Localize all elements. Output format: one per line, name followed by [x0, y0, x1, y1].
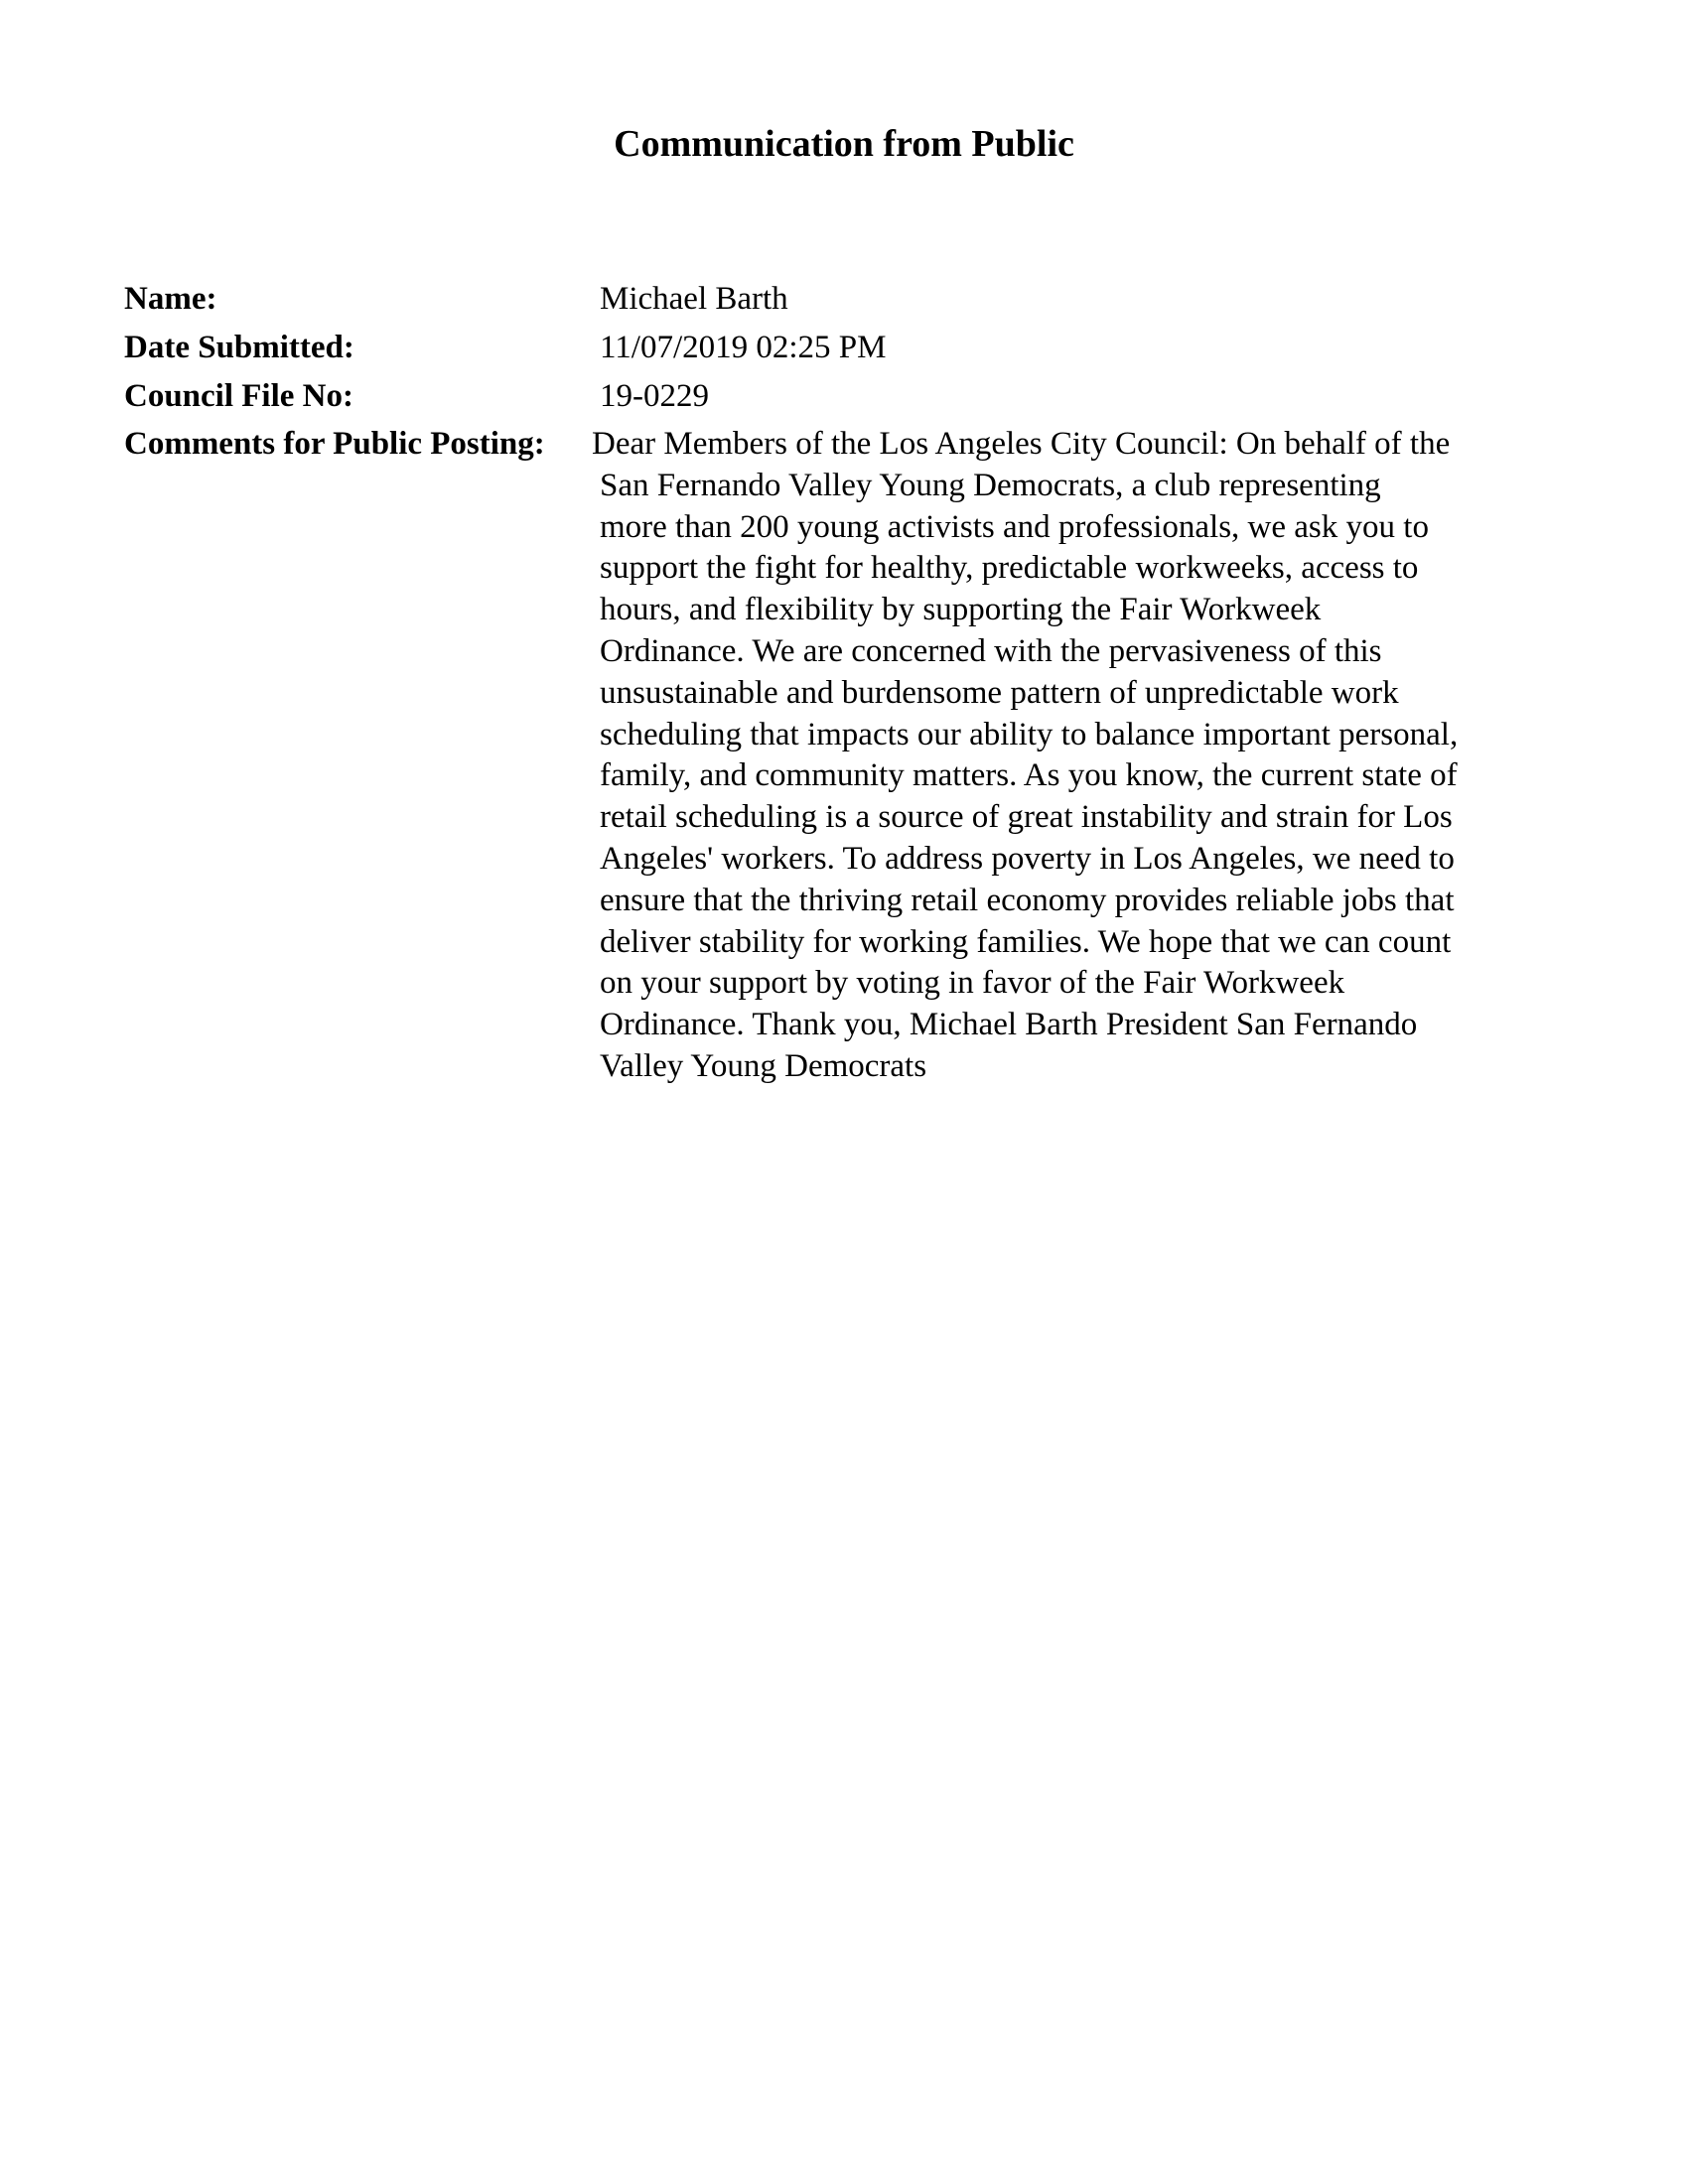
page-title: Communication from Public — [614, 123, 1074, 165]
comment-line: scheduling that impacts our ability to balance important personal, — [600, 716, 1459, 752]
council-file-value: 19-0229 — [600, 378, 709, 414]
field-row-comments — [124, 424, 1554, 1088]
comment-line: hours, and flexibility by supporting the Fair Workweek — [600, 592, 1322, 628]
field-row-name — [124, 278, 1554, 320]
comment-line: deliver stability for working families. We hope that we can count — [600, 923, 1452, 960]
date-submitted-label: Date Submitted: — [124, 330, 354, 365]
submission-fields — [124, 278, 1554, 1088]
comment-line: support the fight for healthy, predictable workweeks, access to — [600, 550, 1419, 587]
field-row-date-submitted — [124, 327, 1554, 368]
comment-line: Angeles' workers. To address poverty in Los Angeles, we need to — [600, 840, 1455, 877]
comment-line: retail scheduling is a source of great instability and strain for Los — [600, 799, 1453, 836]
name-label: Name: — [124, 281, 217, 317]
comment-line: Valley Young Democrats — [600, 1047, 927, 1084]
comment-line: Ordinance. Thank you, Michael Barth President San Fernando — [600, 1007, 1418, 1043]
comments-label: Comments for Public Posting: — [124, 426, 545, 462]
council-file-label: Council File No: — [124, 378, 353, 414]
comment-line: Ordinance. We are concerned with the pervasiveness of this — [600, 632, 1382, 669]
comment-line: ensure that the thriving retail economy provides reliable jobs that — [600, 882, 1455, 918]
field-row-council-file — [124, 375, 1554, 417]
comment-line: unsustainable and burdensome pattern of unpredictable work — [600, 674, 1399, 711]
comment-line: San Fernando Valley Young Democrats, a club representing — [600, 467, 1381, 503]
comments-body — [592, 424, 1558, 1088]
comment-line: family, and community matters. As you know, the current state of — [600, 757, 1458, 794]
date-submitted-value: 11/07/2019 02:25 PM — [600, 330, 887, 365]
comment-line: more than 200 young activists and professionals, we ask you to — [600, 508, 1429, 545]
comment-line: on your support by voting in favor of the Fair Workweek — [600, 965, 1345, 1002]
comment-line: Dear Members of the Los Angeles City Council: On behalf of the — [592, 426, 1451, 462]
name-value: Michael Barth — [600, 281, 788, 317]
